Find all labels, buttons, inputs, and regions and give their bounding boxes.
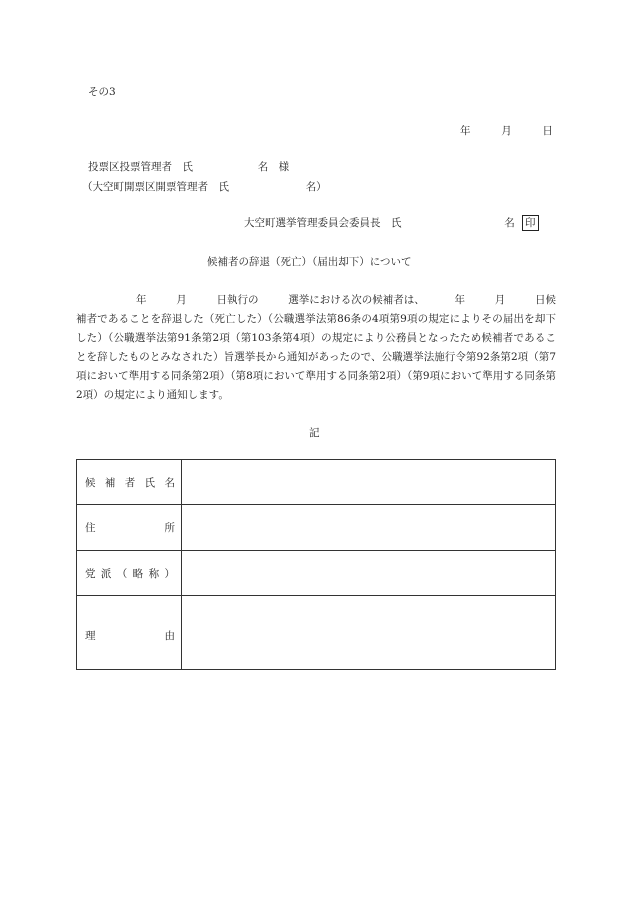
table-row <box>77 460 556 505</box>
reason-field[interactable] <box>182 596 556 670</box>
date-day: 日 <box>542 125 553 137</box>
addressee-title: 投票区投票管理者 氏 <box>88 161 193 173</box>
body-first-line: 年 月 日執行の 選挙における次の候補者は、 年 月 日候 <box>136 294 556 306</box>
sender-line <box>244 215 539 231</box>
counting-manager-name-suffix: 名） <box>305 181 327 193</box>
table-row <box>77 505 556 551</box>
label-reason: 理 由 <box>77 596 182 670</box>
body-paragraph: 補者であることを辞退した（死亡した）（公職選挙法第86条の4項第9項の規定によりその届出を却下した）（公職選挙法第91条第2項（第103条第4項）の規定により公務員となったため候補者であることを辞したものとみなされた）旨選挙長から通知があったので、公職選挙法施行令第92条第2項（第7項において準用する同条第2項）（第8項において準用する同条第2項）（第9項において準用する同条第2項）の規定により通知します。 <box>76 313 556 401</box>
table-row <box>77 596 556 670</box>
seal-mark: 印 <box>522 215 539 231</box>
table-row <box>77 551 556 596</box>
subject-title: 候補者の辞退（死亡）（届出却下）について <box>207 256 412 268</box>
label-candidate-name: 候 補 者 氏 名 <box>77 460 182 505</box>
addressee-line-1 <box>88 159 289 174</box>
party-field[interactable] <box>182 551 556 596</box>
doc-number: その3 <box>88 86 116 98</box>
addressee-name-suffix: 名 様 <box>257 161 290 173</box>
label-party: 党 派 （ 略 称 ） <box>77 551 182 596</box>
ki-heading: 記 <box>309 427 320 439</box>
address-field[interactable] <box>182 505 556 551</box>
date-line <box>460 123 553 138</box>
candidate-info-table <box>76 459 556 670</box>
addressee-line-2 <box>82 179 327 194</box>
sender-name-suffix: 名 <box>504 217 515 229</box>
label-address: 住 所 <box>77 505 182 551</box>
date-year: 年 <box>460 125 471 137</box>
date-month: 月 <box>501 125 512 137</box>
notice-body <box>76 291 556 405</box>
sender-title: 大空町選挙管理委員会委員長 氏 <box>244 217 402 229</box>
candidate-name-field[interactable] <box>182 460 556 505</box>
counting-manager-title: （大空町開票区開票管理者 氏 <box>82 181 229 193</box>
